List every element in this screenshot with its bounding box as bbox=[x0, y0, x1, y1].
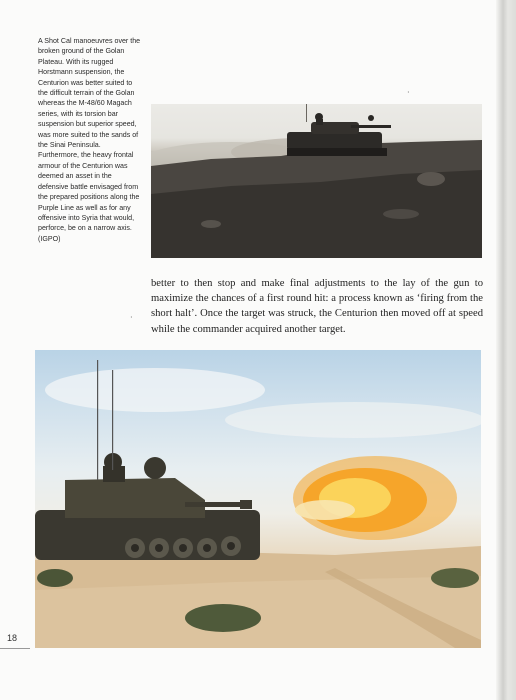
page-number-rule bbox=[0, 648, 30, 649]
photo-caption: A Shot Cal manoeuvres over the broken ground of the Golan Plateau. With its rugged Horstmann suspension, the Centurion was better suited to the difficult terrain of the Golan whereas the M-48/60 Magach series, with its torsion bar suspension but superior speed, was more suited to the sands of the Sinai Peninsula. Furthermore, the heavy frontal armour of the Centurion was deemed an asset in the defensive battle envisaged from the prepared positions along the Purple Line as well as for any offensive into Syria that would, perforce, be on a narrow axis. (IGPO) bbox=[38, 37, 141, 243]
book-spine-shadow bbox=[496, 0, 516, 700]
tank-on-golan-photo bbox=[151, 104, 482, 258]
body-paragraph: better to then stop and make final adjustments to the lay of the gun to maximize the chances of a first round hit: a process known as ‘firing from the short halt’. Once the target was struck, the Centurion then moved off at speed while the commander acquired another target. bbox=[151, 278, 483, 335]
tank-firing-illustration bbox=[35, 350, 481, 648]
page-speck: · bbox=[130, 313, 133, 322]
page-number: 18 bbox=[7, 633, 18, 643]
page-speck: · bbox=[407, 88, 410, 97]
tank-firing-photo bbox=[35, 350, 481, 648]
tank-on-golan-illustration bbox=[151, 104, 482, 258]
